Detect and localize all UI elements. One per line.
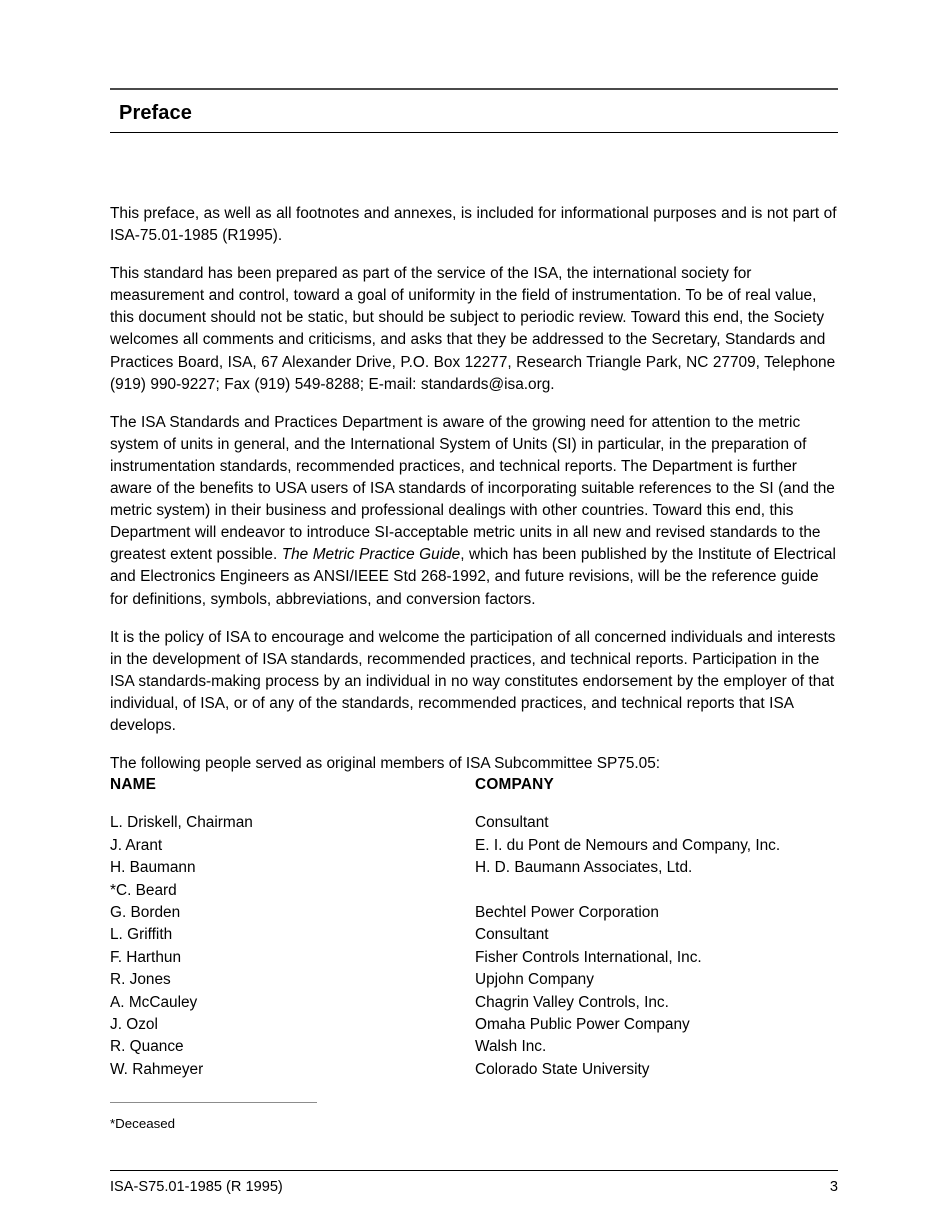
footnote-text: *Deceased xyxy=(110,1116,176,1131)
roster-row xyxy=(110,924,838,946)
roster-row xyxy=(110,880,838,902)
roster-cell-company: Omaha Public Power Company xyxy=(475,1016,690,1034)
roster-cell-name: H. Baumann xyxy=(110,859,196,877)
roster-table-body xyxy=(110,812,838,1081)
roster-cell-name: R. Jones xyxy=(110,971,171,989)
roster-cell-company: Fisher Controls International, Inc. xyxy=(475,948,702,966)
roster-row xyxy=(110,1059,838,1081)
paragraph-preface-scope: This preface, as well as all footnotes and annexes, is included for informational purposes and is not part of ISA-75.01-1985 (R1995). xyxy=(110,205,837,245)
roster-header-company: COMPANY xyxy=(475,776,554,793)
roster-row xyxy=(110,902,838,924)
roster-row xyxy=(110,1014,838,1036)
roster-cell-name: L. Griffith xyxy=(110,926,173,944)
roster-cell-name: W. Rahmeyer xyxy=(110,1060,204,1078)
footer-rule xyxy=(110,1170,838,1171)
roster-cell-company: Bechtel Power Corporation xyxy=(475,904,659,922)
roster-cell-name: J. Ozol xyxy=(110,1016,158,1034)
roster-cell-company: H. D. Baumann Associates, Ltd. xyxy=(475,859,693,877)
page-title: Preface xyxy=(119,102,192,124)
roster-header-row xyxy=(110,774,838,812)
roster-row xyxy=(110,812,838,834)
roster-row xyxy=(110,835,838,857)
paragraph-metric-system-part2: , which has been published by the Institute of Electrical and Electronics Engineers as ANSI/IEEE Std 268-1992, and future revisions, will be the reference guide for definitions, symbols, abbreviations, and conversion factors. xyxy=(110,546,836,608)
roster-row xyxy=(110,992,838,1014)
roster-cell-name: G. Borden xyxy=(110,904,181,922)
roster-cell-company: Consultant xyxy=(475,814,549,832)
roster-cell-name: *C. Beard xyxy=(110,881,177,899)
paragraph-isa-service: This standard has been prepared as part of the service of the ISA, the international society for measurement and control, toward a goal of uniformity in the field of instrumentation. To be of real value, this document should not be static, but should be subject to periodic review. Toward this end, the Society welcomes all comments and criticisms, and asks that they be addressed to the Secretary, Standards and Practices Board, ISA, 67 Alexander Drive, P.O. Box 12277, Research Triangle Park, NC 27709, Telephone (919) 990-9227; Fax (919) 549-8288; E-mail: standards@isa.org. xyxy=(110,265,836,393)
header-bottom-rule xyxy=(110,132,838,133)
paragraph-metric-system xyxy=(110,412,838,611)
footnote-block xyxy=(110,1102,838,1132)
roster-cell-company: E. I. du Pont de Nemours and Company, Inc. xyxy=(475,836,781,854)
paragraph-roster-intro: The following people served as original members of ISA Subcommittee SP75.05: xyxy=(110,755,661,773)
roster-row xyxy=(110,947,838,969)
roster-cell-company: Consultant xyxy=(475,926,549,944)
footer-standard-id: ISA-S75.01-1985 (R 1995) xyxy=(110,1179,283,1195)
footer-row xyxy=(110,1177,838,1197)
paragraph-metric-system-part1: The ISA Standards and Practices Department is aware of the growing need for attention to the metric system of units in general, and the International System of Units (SI) in particular, in the preparation of instrumentation standards, recommended practices, and technical reports. The Department is further aware of the benefits to USA users of ISA standards of incorporating suitable references to the SI (and the metric system) in their business and professional dealings with other countries. Toward this end, this Department will endeavor to introduce SI-acceptable metric units in all new and revised standards to the greatest extent possible. xyxy=(110,413,835,564)
roster-header-name: NAME xyxy=(110,776,157,793)
roster-cell-name: R. Quance xyxy=(110,1038,184,1056)
page-header xyxy=(110,88,838,133)
document-body xyxy=(110,203,838,775)
roster-row xyxy=(110,969,838,991)
roster-cell-company: Walsh Inc. xyxy=(475,1038,547,1056)
roster-row xyxy=(110,857,838,879)
metric-practice-guide-title: The Metric Practice Guide xyxy=(281,546,461,564)
roster-cell-name: J. Arant xyxy=(110,836,163,854)
subcommittee-roster-table xyxy=(110,774,838,1081)
roster-cell-company: Colorado State University xyxy=(475,1060,650,1078)
roster-cell-company: Upjohn Company xyxy=(475,971,594,989)
roster-cell-company xyxy=(475,880,838,902)
roster-cell-name: A. McCauley xyxy=(110,993,198,1011)
page-footer xyxy=(110,1170,838,1197)
footer-page-number: 3 xyxy=(829,1179,838,1195)
roster-cell-name: L. Driskell, Chairman xyxy=(110,814,253,832)
roster-row xyxy=(110,1036,838,1058)
footnote-separator-rule xyxy=(110,1102,317,1103)
roster-cell-company: Chagrin Valley Controls, Inc. xyxy=(475,993,669,1011)
roster-table-head xyxy=(110,774,838,812)
paragraph-participation-policy: It is the policy of ISA to encourage and welcome the participation of all concerned individuals and interests in the development of ISA standards, recommended practices, and technical reports. Participation in the ISA standards-making process by an individual in no way constitutes endorsement by the employer of that individual, of ISA, or of any of the standards, recommended practices, and technical reports that ISA develops. xyxy=(110,628,836,734)
roster-cell-name: F. Harthun xyxy=(110,948,182,966)
